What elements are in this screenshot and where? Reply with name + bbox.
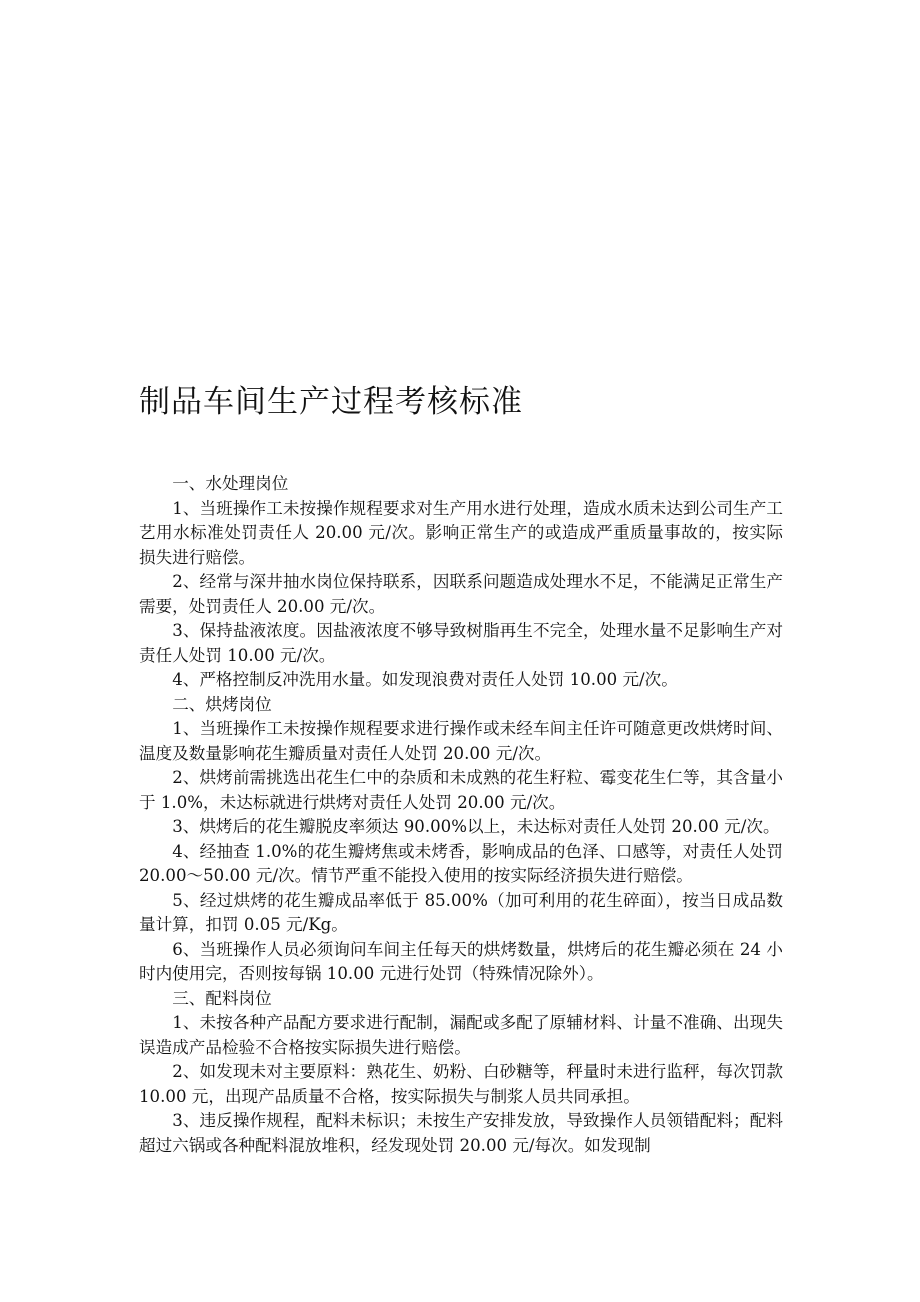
paragraph: 3、烘烤后的花生瓣脱皮率须达 90.00%以上，未达标对责任人处罚 20.00 元/次。 [172, 817, 780, 836]
paragraph: 1、当班操作工未按操作规程要求对生产用水进行处理，造成水质未达到公司生产工艺用水标准处罚责任人 20.00 元/次。影响正常生产的或造成严重质量事故的，按实际损失进行赔偿。 [139, 498, 783, 567]
section-heading-baking: 二、烘烤岗位 [172, 694, 272, 714]
document-body [139, 472, 783, 1158]
section-heading-batching: 三、配料岗位 [172, 988, 272, 1008]
paragraph: 1、未按各种产品配方要求进行配制，漏配或多配了原辅材料、计量不准确、出现失误造成产品检验不合格按实际损失进行赔偿。 [139, 1013, 783, 1057]
paragraph: 2、经常与深井抽水岗位保持联系，因联系问题造成处理水不足，不能满足正常生产需要，处罚责任人 20.00 元/次。 [139, 572, 783, 616]
paragraph: 1、当班操作工未按操作规程要求进行操作或未经车间主任许可随意更改烘烤时间、温度及数量影响花生瓣质量对责任人处罚 20.00 元/次。 [139, 719, 783, 763]
paragraph: 4、经抽查 1.0%的花生瓣烤焦或未烤香，影响成品的色泽、口感等，对责任人处罚 20.00～50.00 元/次。情节严重不能投入使用的按实际经济损失进行赔偿。 [139, 841, 783, 885]
paragraph: 4、严格控制反冲洗用水量。如发现浪费对责任人处罚 10.00 元/次。 [172, 670, 678, 689]
section-heading-water-treatment: 一、水处理岗位 [172, 474, 289, 493]
document-title: 制品车间生产过程考核标准 [139, 384, 523, 420]
paragraph: 2、如发现未对主要原料：熟花生、奶粉、白砂糖等，秤量时未进行监秤，每次罚款 10.00 元，出现产品质量不合格，按实际损失与制浆人员共同承担。 [139, 1062, 783, 1106]
paragraph: 6、当班操作人员必须询问车间主任每天的烘烤数量，烘烤后的花生瓣必须在 24 小时内使用完，否则按每锅 10.00 元进行处罚（特殊情况除外）。 [139, 939, 783, 983]
paragraph: 3、违反操作规程，配料未标识；未按生产安排发放，导致操作人员领错配料；配料超过六锅或各种配料混放堆积，经发现处罚 20.00 元/每次。如发现制 [139, 1111, 783, 1155]
paragraph: 2、烘烤前需挑选出花生仁中的杂质和未成熟的花生籽粒、霉变花生仁等，其含量小于 1.0%，未达标就进行烘烤对责任人处罚 20.00 元/次。 [139, 768, 783, 812]
paragraph: 5、经过烘烤的花生瓣成品率低于 85.00%（加可利用的花生碎面），按当日成品数量计算，扣罚 0.05 元/Kg。 [139, 890, 783, 934]
paragraph: 3、保持盐液浓度。因盐液浓度不够导致树脂再生不完全，处理水量不足影响生产对责任人处罚 10.00 元/次。 [139, 621, 783, 665]
